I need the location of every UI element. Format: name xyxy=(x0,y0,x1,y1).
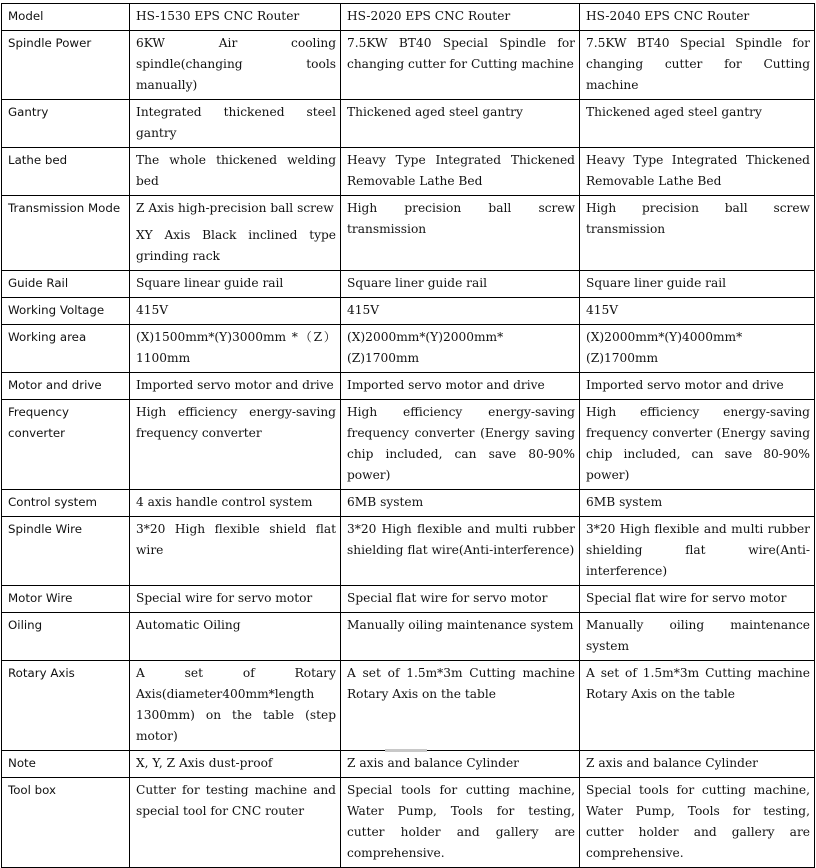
spec-value-cell: 3*20 High flexible shield flat wire xyxy=(130,517,341,586)
spec-row xyxy=(2,586,815,613)
header-row xyxy=(2,4,815,31)
spec-table-body xyxy=(2,4,815,868)
spec-value-cell: High precision ball screw transmission xyxy=(341,196,580,271)
spec-row xyxy=(2,661,815,751)
spec-row xyxy=(2,148,815,196)
spec-value-cell: High efficiency energy-saving frequency converter (Energy saving chip included, can save 80-90% power) xyxy=(580,400,815,490)
spec-value-cell: 6KW Air cooling spindle(changing tools manually) xyxy=(130,31,341,100)
spec-value-cell: A set of 1.5m*3m Cutting machine Rotary Axis on the table xyxy=(580,661,815,751)
spec-label-cell: Motor and drive xyxy=(2,373,130,400)
spec-value-cell: Special flat wire for servo motor xyxy=(341,586,580,613)
header-label-cell: Model xyxy=(2,4,130,31)
spec-label-cell: Oiling xyxy=(2,613,130,661)
spec-value-cell: Z axis and balance Cylinder xyxy=(580,751,815,778)
spec-value-cell: Heavy Type Integrated Thickened Removable Lathe Bed xyxy=(341,148,580,196)
spec-value-cell: High efficiency energy-saving frequency converter (Energy saving chip included, can save 80-90% power) xyxy=(341,400,580,490)
spec-value-cell: 7.5KW BT40 Special Spindle for changing cutter for Cutting machine xyxy=(341,31,580,100)
spec-value-cell: Square liner guide rail xyxy=(580,271,815,298)
spec-value-cell: A set of Rotary Axis(diameter400mm*length 1300mm) on the table (step motor) xyxy=(130,661,341,751)
spec-value-line: Z Axis high-precision ball screw xyxy=(136,201,334,215)
spec-label-cell: Rotary Axis xyxy=(2,661,130,751)
spec-label-cell: Gantry xyxy=(2,100,130,148)
spec-row xyxy=(2,517,815,586)
spec-value-cell: Automatic Oiling xyxy=(130,613,341,661)
spec-value-cell: Thickened aged steel gantry xyxy=(341,100,580,148)
spec-value-cell: Cutter for testing machine and special tool for CNC router xyxy=(130,778,341,868)
header-model-cell: HS-2020 EPS CNC Router xyxy=(341,4,580,31)
spec-label-cell: Spindle Power xyxy=(2,31,130,100)
spec-value-cell: Imported servo motor and drive xyxy=(580,373,815,400)
spec-value-cell: 6MB system xyxy=(580,490,815,517)
spec-label-cell: Spindle Wire xyxy=(2,517,130,586)
spec-label-cell: Motor Wire xyxy=(2,586,130,613)
spec-label-cell: Frequency converter xyxy=(2,400,130,490)
spec-row xyxy=(2,271,815,298)
spec-value-cell: Square linear guide rail xyxy=(130,271,341,298)
spec-value-cell: Special flat wire for servo motor xyxy=(580,586,815,613)
spec-row xyxy=(2,325,815,373)
spec-value-cell: 4 axis handle control system xyxy=(130,490,341,517)
spec-value-cell: (X)2000mm*(Y)2000mm*(Z)1700mm xyxy=(341,325,580,373)
spec-row xyxy=(2,196,815,271)
spec-value-line: XY Axis Black inclined type grinding rack xyxy=(136,228,336,263)
spec-row xyxy=(2,100,815,148)
spec-value-cell: 415V xyxy=(341,298,580,325)
spec-value-cell: Thickened aged steel gantry xyxy=(580,100,815,148)
spec-value-cell: Z axis and balance Cylinder xyxy=(341,751,580,778)
spec-value-cell: Integrated thickened steel gantry xyxy=(130,100,341,148)
spec-label-cell: Control system xyxy=(2,490,130,517)
spec-label-cell: Transmission Mode xyxy=(2,196,130,271)
spec-value-cell xyxy=(130,196,341,271)
spec-value-cell: (X)2000mm*(Y)4000mm*(Z)1700mm xyxy=(580,325,815,373)
header-model-cell: HS-1530 EPS CNC Router xyxy=(130,4,341,31)
scroll-indicator xyxy=(385,749,427,752)
spec-value-cell: Special wire for servo motor xyxy=(130,586,341,613)
spec-value-cell: (X)1500mm*(Y)3000mm *（Z）1100mm xyxy=(130,325,341,373)
spec-value-cell: Special tools for cutting machine, Water Pump, Tools for testing, cutter holder and gallery are comprehensive. xyxy=(341,778,580,868)
spec-row xyxy=(2,400,815,490)
spec-label-cell: Working area xyxy=(2,325,130,373)
spec-label-cell: Lathe bed xyxy=(2,148,130,196)
spec-value-cell: Imported servo motor and drive xyxy=(341,373,580,400)
header-model-cell: HS-2040 EPS CNC Router xyxy=(580,4,815,31)
spec-value-cell: High precision ball screw transmission xyxy=(580,196,815,271)
spec-label-cell: Tool box xyxy=(2,778,130,868)
spec-value-cell: Manually oiling maintenance system xyxy=(341,613,580,661)
spec-row xyxy=(2,778,815,868)
spec-value-cell: 7.5KW BT40 Special Spindle for changing cutter for Cutting machine xyxy=(580,31,815,100)
spec-row xyxy=(2,613,815,661)
spec-row xyxy=(2,490,815,517)
spec-row xyxy=(2,751,815,778)
spec-label-cell: Working Voltage xyxy=(2,298,130,325)
spec-value-cell: 6MB system xyxy=(341,490,580,517)
spec-row xyxy=(2,373,815,400)
spec-label-cell: Note xyxy=(2,751,130,778)
spec-table xyxy=(1,3,815,868)
spec-row xyxy=(2,298,815,325)
spec-label-cell: Guide Rail xyxy=(2,271,130,298)
spec-value-cell: A set of 1.5m*3m Cutting machine Rotary Axis on the table xyxy=(341,661,580,751)
spec-value-cell: 415V xyxy=(130,298,341,325)
spec-value-cell: 3*20 High flexible and multi rubber shielding flat wire(Anti-interference) xyxy=(341,517,580,586)
spec-value-cell: The whole thickened welding bed xyxy=(130,148,341,196)
spec-row xyxy=(2,31,815,100)
spec-value-cell: 415V xyxy=(580,298,815,325)
spec-value-cell: 3*20 High flexible and multi rubber shielding flat wire(Anti-interference) xyxy=(580,517,815,586)
spec-value-cell: Heavy Type Integrated Thickened Removable Lathe Bed xyxy=(580,148,815,196)
spec-value-cell: X, Y, Z Axis dust-proof xyxy=(130,751,341,778)
spec-value-cell: High efficiency energy-saving frequency converter xyxy=(130,400,341,490)
spec-value-cell: Manually oiling maintenance system xyxy=(580,613,815,661)
spec-value-cell: Special tools for cutting machine, Water Pump, Tools for testing, cutter holder and gallery are comprehensive. xyxy=(580,778,815,868)
spec-value-cell: Imported servo motor and drive xyxy=(130,373,341,400)
spec-value-cell: Square liner guide rail xyxy=(341,271,580,298)
